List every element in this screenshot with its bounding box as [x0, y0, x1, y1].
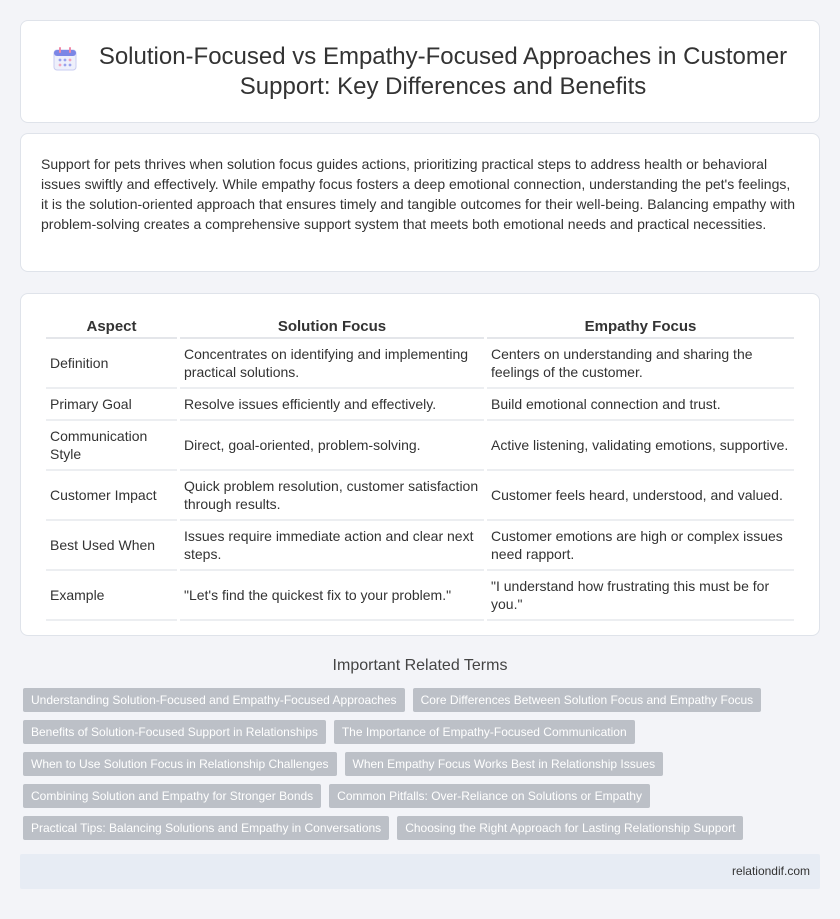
table-cell-aspect: Communication Style — [46, 421, 177, 471]
footer-bar — [20, 854, 820, 889]
related-term-tag[interactable]: The Importance of Empathy-Focused Communication — [334, 720, 635, 744]
column-header-solution-focus: Solution Focus — [180, 312, 484, 339]
table-header-row — [46, 312, 794, 339]
table-cell-solution: Resolve issues efficiently and effectively. — [180, 389, 484, 421]
related-terms-tags — [23, 688, 823, 848]
table-cell-empathy: Active listening, validating emotions, supportive. — [487, 421, 794, 471]
comparison-table — [43, 312, 797, 621]
column-header-empathy-focus: Empathy Focus — [487, 312, 794, 339]
related-term-tag[interactable]: Combining Solution and Empathy for Stronger Bonds — [23, 784, 321, 808]
table-row — [46, 471, 794, 521]
table-cell-empathy: Build emotional connection and trust. — [487, 389, 794, 421]
table-cell-empathy: Centers on understanding and sharing the feelings of the customer. — [487, 339, 794, 389]
related-term-tag[interactable]: When to Use Solution Focus in Relationship Challenges — [23, 752, 337, 776]
table-cell-empathy: Customer emotions are high or complex issues need rapport. — [487, 521, 794, 571]
related-term-tag[interactable]: When Empathy Focus Works Best in Relationship Issues — [345, 752, 664, 776]
table-row — [46, 339, 794, 389]
page-title: Solution-Focused vs Empathy-Focused Approaches in Customer Support: Key Differences and Benefits — [98, 42, 788, 100]
column-header-aspect: Aspect — [46, 312, 177, 339]
table-cell-empathy: Customer feels heard, understood, and valued. — [487, 471, 794, 521]
intro-card — [20, 133, 820, 272]
table-cell-solution: Direct, goal-oriented, problem-solving. — [180, 421, 484, 471]
calendar-icon — [51, 45, 79, 73]
table-row — [46, 571, 794, 621]
table-cell-solution: Issues require immediate action and clear next steps. — [180, 521, 484, 571]
table-cell-aspect: Definition — [46, 339, 177, 389]
table-cell-aspect: Best Used When — [46, 521, 177, 571]
intro-paragraph: Support for pets thrives when solution focus guides actions, prioritizing practical steps to address health or behavioral issues swiftly and effectively. While empathy focus fosters a deep emotional connection, understanding the pet's feelings, it is the solution-oriented approach that ensures timely and tangible outcomes for their well-being. Balancing empathy with problem-solving creates a comprehensive support system that meets both emotional needs and practical necessities. — [41, 156, 796, 232]
related-term-tag[interactable]: Choosing the Right Approach for Lasting Relationship Support — [397, 816, 743, 840]
table-cell-solution: Concentrates on identifying and implementing practical solutions. — [180, 339, 484, 389]
table-cell-solution: "Let's find the quickest fix to your problem." — [180, 571, 484, 621]
table-cell-solution: Quick problem resolution, customer satisfaction through results. — [180, 471, 484, 521]
table-cell-empathy: "I understand how frustrating this must be for you." — [487, 571, 794, 621]
tag-row — [23, 720, 823, 744]
related-term-tag[interactable]: Common Pitfalls: Over-Reliance on Solutions or Empathy — [329, 784, 650, 808]
related-term-tag[interactable]: Practical Tips: Balancing Solutions and Empathy in Conversations — [23, 816, 389, 840]
table-cell-aspect: Example — [46, 571, 177, 621]
table-row — [46, 421, 794, 471]
footer-site-link[interactable]: relationdif.com — [731, 864, 810, 878]
related-term-tag[interactable]: Core Differences Between Solution Focus and Empathy Focus — [413, 688, 762, 712]
table-cell-aspect: Primary Goal — [46, 389, 177, 421]
tag-row — [23, 752, 823, 776]
table-row — [46, 521, 794, 571]
table-row — [46, 389, 794, 421]
table-cell-aspect: Customer Impact — [46, 471, 177, 521]
header-card — [20, 20, 820, 123]
tag-row — [23, 816, 823, 840]
related-terms-title: Important Related Terms — [332, 657, 508, 674]
related-term-tag[interactable]: Understanding Solution-Focused and Empathy-Focused Approaches — [23, 688, 405, 712]
tag-row — [23, 688, 823, 712]
related-term-tag[interactable]: Benefits of Solution-Focused Support in Relationships — [23, 720, 326, 744]
comparison-table-card — [20, 293, 820, 636]
tag-row — [23, 784, 823, 808]
